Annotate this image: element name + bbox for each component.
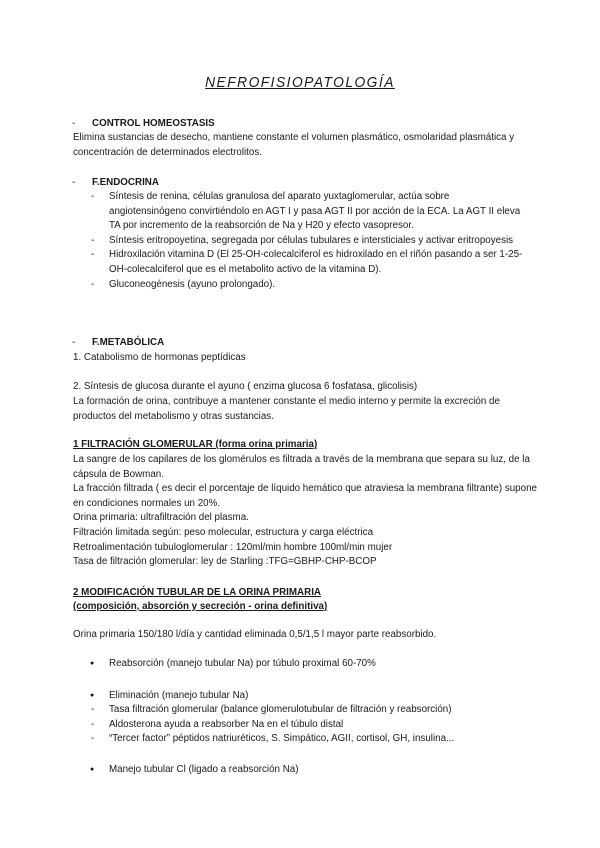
list-item: - Gluconeogénesis (ayuno prolongado). xyxy=(73,278,523,293)
reabsorcion-list xyxy=(73,657,543,672)
modificacion-subheading: (composición, absorción y secreción - orina definitiva) xyxy=(73,601,328,612)
filtracion-heading: 1 FILTRACIÓN GLOMERULAR (forma orina primaria) xyxy=(73,439,318,450)
list-item: - Hidroxilación vitamina D (El 25-OH-colecalciferol es hidroxilado en el riñón pasando a ser 1-25-OH-colecalciferol que es el metabolito activo de la vitamina D). xyxy=(73,248,523,277)
filtracion-line: Retroalimentación tubuloglomerular : 120ml/min hombre 100ml/min mujer xyxy=(73,541,393,553)
filtracion-line: Orina primaria: ultrafiltración del plasma. xyxy=(73,512,249,524)
list-item: ● Eliminación (manejo tubular Na) xyxy=(73,689,543,704)
list-item: - Tasa filtración glomerular (balance glomerulotubular de filtración y reabsorción) xyxy=(73,703,543,718)
page-title: NEFROFISIOPATOLOGÍA xyxy=(205,74,395,91)
endocrina-heading: - F.ENDOCRINA xyxy=(92,176,159,191)
endocrina-list xyxy=(73,190,523,292)
metabolica-item-2: 2. Síntesis de glucosa durante el ayuno ( enzima glucosa 6 fosfatasa, glicolisis) xyxy=(73,381,418,392)
control-text: Elimina sustancias de desecho, mantiene constante el volumen plasmático, osmolaridad plasmática y concentración de determinados electrolitos. xyxy=(73,132,515,158)
list-item: - Aldosterona ayuda a reabsorber Na en el túbulo distal xyxy=(73,718,543,733)
metabolica-text: La formación de orina, contribuye a mantener constante el medio interno y permite la excreción de productos del metabolismo y otras sustancias. xyxy=(73,396,500,422)
list-item: ● Manejo tubular Cl (ligado a reabsorción Na) xyxy=(73,763,543,778)
filtracion-body xyxy=(73,453,543,570)
list-item: - Síntesis de renina, células granulosa del aparato yuxtaglomerular, actúa sobre angiotensinógeno convirtiéndolo en AGT I y pasa AGT II por acción de la ECA. La AGT II eleva TA por incremento de la reabsorción de Na y H20 y efecto vasopresor. xyxy=(73,190,523,234)
modificacion-heading: 2 MODIFICACIÓN TUBULAR DE LA ORINA PRIMARIA xyxy=(73,587,321,598)
list-item: - “Tercer factor” péptidos natriuréticos, S. Simpático, AGII, cortisol, GH, insulina... xyxy=(73,732,543,747)
filtracion-line: Tasa de filtración glomerular: ley de Starling :TFG=GBHP-CHP-BCOP xyxy=(73,556,377,568)
metabolica-item-1: 1. Catabolismo de hormonas peptídicas xyxy=(73,352,246,363)
metabolica-heading: - F.METABÓLICA xyxy=(92,336,164,351)
filtracion-line: La sangre de los capilares de los glomérulos es filtrada a través de la membrana que separa su luz, de la cápsula de Bowman. xyxy=(73,454,530,480)
modificacion-intro: Orina primaria 150/180 l/día y cantidad eliminada 0,5/1,5 l mayor parte reabsorbido. xyxy=(73,629,437,640)
control-heading: - CONTROL HOMEOSTASIS xyxy=(92,117,215,132)
filtracion-line: Filtración limitada según: peso molecular, estructura y carga eléctrica xyxy=(73,526,374,538)
list-item: ● Reabsorción (manejo tubular Na) por túbulo proximal 60-70% xyxy=(73,657,543,672)
filtracion-line: La fracción filtrada ( es decir el porcentaje de líquido hemático que atraviesa la membrana filtrante) supone en condiciones normales un 20%. xyxy=(73,483,537,509)
eliminacion-list xyxy=(73,689,543,704)
cloro-list xyxy=(73,763,543,778)
eliminacion-sublist xyxy=(73,703,543,747)
list-item: - Síntesis eritropoyetina, segregada por células tubulares e intersticiales y activar eritropoyesis xyxy=(73,234,523,249)
